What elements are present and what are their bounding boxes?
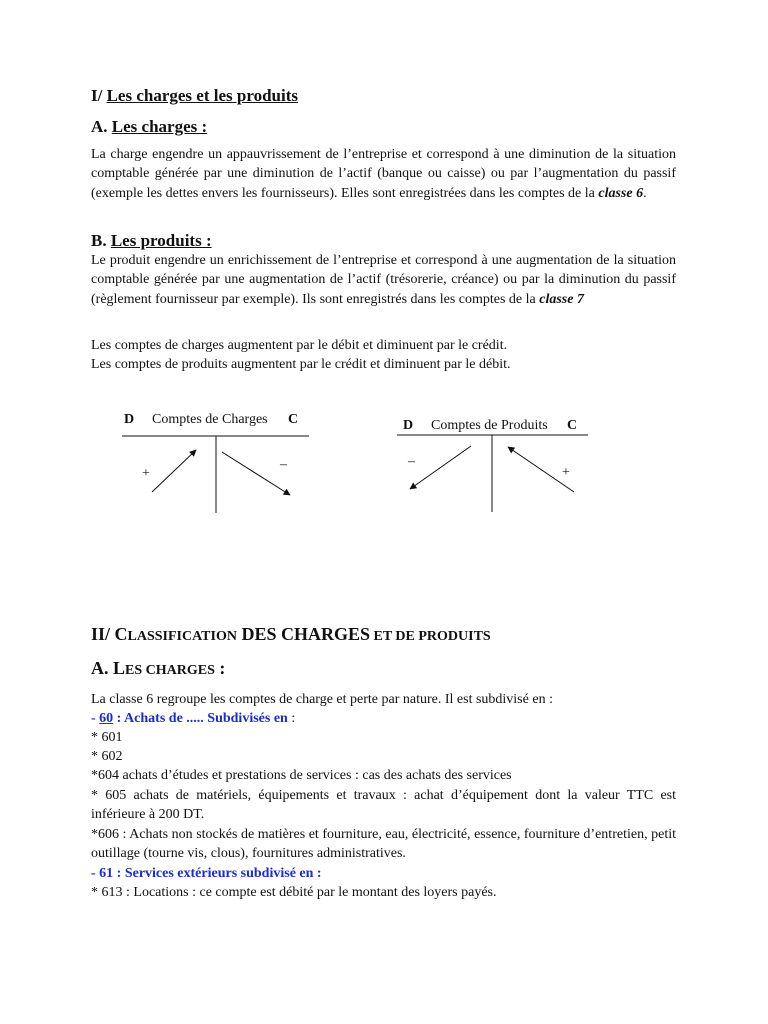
subsection-b-heading: B. Les produits :	[91, 231, 212, 250]
charges-debit-arrow	[152, 450, 196, 492]
t-account-charges	[122, 436, 309, 513]
section2-heading: II/ CLASSIFICATION DES CHARGES ET DE PRODUITS	[91, 624, 491, 644]
item-601: * 601	[91, 730, 123, 745]
produits-debit-arrow	[410, 446, 471, 489]
item-60: - 60 : Achats de ..... Subdivisés en :	[91, 711, 296, 726]
charges-minus-sign: –	[280, 457, 287, 472]
subsection-a-heading: A. Les charges :	[91, 117, 208, 136]
rule-produits: Les comptes de produits augmentent par le crédit et diminuent par le débit.	[91, 357, 511, 372]
produits-minus-sign: –	[408, 454, 415, 469]
produits-paragraph: Le produit engendre un enrichissement de l’entreprise et correspond à une augmentation de la situation comptable générée par une augmentation de l’actif (trésorerie, créance) ou par la diminution du passif (règlement fournisseur par exemple). Ils sont enregistrés dans les comptes de la classe 7	[91, 253, 676, 307]
produits-title: Comptes de Produits	[431, 418, 548, 433]
produits-credit-label: C	[567, 418, 578, 433]
item-606: *606 : Achats non stockés de matières et fourniture, eau, électricité, essence, fourniture d’entretien, petit outillage (tourne vis, clous), fournitures administratives.	[91, 827, 676, 862]
classe6-intro: La classe 6 regroupe les comptes de charge et perte par nature. Il est subdivisé en :	[91, 692, 553, 707]
t-account-produits	[397, 435, 588, 512]
account-60-code: 60	[99, 711, 114, 726]
item-604: *604 achats d’études et prestations de services : cas des achats des services	[91, 768, 512, 783]
item-602: * 602	[91, 749, 123, 764]
section1-prefix: I/	[91, 86, 103, 105]
item-61: - 61 : Services extérieurs subdivisé en :	[91, 866, 322, 881]
section2-subsection-a-heading: A. LES CHARGES :	[91, 658, 226, 678]
subsection-a-title: Les charges :	[111, 117, 208, 136]
charges-debit-label: D	[124, 412, 135, 427]
charges-paragraph: La charge engendre un appauvrissement de l’entreprise et correspond à une diminution de la situation comptable générée par une diminution de l’actif (banque ou caisse) ou par l’augmentation du passif (exemple les dettes envers les fournisseurs). Elles sont enregistrées dans les comptes de la classe 6.	[91, 147, 676, 201]
section1-title: Les charges et les produits	[106, 86, 298, 105]
subsection-b-title: Les produits :	[110, 231, 212, 250]
charges-credit-label: C	[288, 412, 299, 427]
charges-title: Comptes de Charges	[152, 412, 268, 427]
classe-6-emphasis: classe 6	[598, 185, 644, 201]
item-613: * 613 : Locations : ce compte est débité par le montant des loyers payés.	[91, 885, 497, 900]
item-605: * 605 achats de matériels, équipements et travaux : achat d’équipement dont la valeur TTC est inférieure à 200 DT.	[91, 788, 676, 823]
classe-7-emphasis: classe 7	[539, 291, 584, 307]
charges-plus-sign: +	[142, 466, 150, 481]
produits-plus-sign: +	[562, 465, 570, 480]
produits-debit-label: D	[403, 418, 414, 433]
rule-charges: Les comptes de charges augmentent par le débit et diminuent par le crédit.	[91, 338, 508, 353]
